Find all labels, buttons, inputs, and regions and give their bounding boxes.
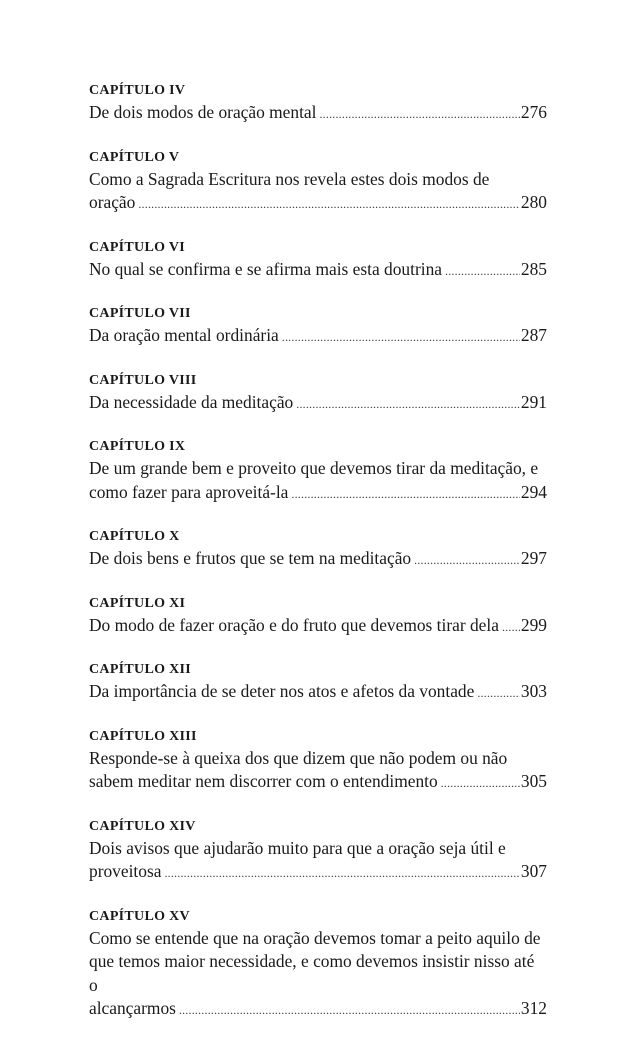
chapter-heading: CAPÍTULO XI bbox=[89, 595, 186, 611]
chapter-title-last-line: como fazer para aproveitá-la bbox=[89, 481, 289, 502]
chapter-title-row bbox=[89, 258, 547, 284]
chapter-title-row bbox=[89, 547, 547, 573]
chapter-heading: CAPÍTULO IV bbox=[89, 83, 186, 98]
page-number: 287 bbox=[520, 325, 547, 345]
chapter-title-row bbox=[89, 324, 547, 350]
dot-leader bbox=[291, 483, 520, 507]
chapter-title-row bbox=[89, 614, 547, 640]
page-number: 294 bbox=[520, 481, 547, 502]
chapter-heading: CAPÍTULO XII bbox=[89, 662, 192, 677]
dot-leader bbox=[138, 193, 520, 217]
chapter-title-last-line: sabem meditar nem discorrer com o entendimento bbox=[89, 771, 438, 791]
dot-leader bbox=[296, 393, 520, 417]
chapter-title-last-line: Da importância de se deter nos atos e afetos da vontade bbox=[89, 681, 475, 701]
page-number: 291 bbox=[520, 391, 547, 412]
chapter-title-line: De um grande bem e proveito que devemos tirar da meditação, e bbox=[89, 458, 539, 478]
toc-entry[interactable] bbox=[89, 660, 547, 706]
toc-entry[interactable] bbox=[89, 437, 547, 506]
chapter-heading: CAPÍTULO XIV bbox=[89, 818, 196, 834]
dot-leader bbox=[179, 999, 520, 1023]
chapter-heading: CAPÍTULO VI bbox=[89, 239, 186, 255]
chapter-title-line: Como a Sagrada Escritura nos revela estes dois modos de bbox=[89, 168, 490, 189]
chapter-heading: CAPÍTULO IX bbox=[89, 439, 186, 454]
dot-leader bbox=[164, 862, 519, 886]
chapter-heading: CAPÍTULO V bbox=[89, 149, 180, 165]
dot-leader bbox=[477, 682, 520, 706]
toc-entry[interactable] bbox=[89, 238, 547, 284]
chapter-title-row bbox=[89, 101, 547, 127]
chapter-title-row bbox=[89, 860, 547, 886]
dot-leader bbox=[445, 260, 520, 284]
dot-leader bbox=[414, 549, 520, 573]
toc-entry[interactable] bbox=[89, 817, 547, 886]
page-number: 305 bbox=[520, 771, 547, 791]
page-number: 303 bbox=[520, 681, 547, 701]
page-number: 312 bbox=[520, 998, 547, 1018]
toc-entry[interactable] bbox=[89, 304, 547, 350]
page-number: 280 bbox=[520, 192, 547, 212]
chapter-heading: CAPÍTULO VII bbox=[89, 306, 191, 321]
chapter-title-last-line: Da necessidade da meditação bbox=[89, 391, 294, 412]
dot-leader bbox=[502, 616, 520, 640]
toc-entry[interactable] bbox=[89, 594, 547, 640]
page-number: 297 bbox=[520, 548, 547, 568]
chapter-title-last-line: De dois bens e frutos que se tem na meditação bbox=[89, 548, 412, 568]
page-number: 285 bbox=[520, 258, 547, 279]
chapter-heading: CAPÍTULO VIII bbox=[89, 372, 197, 388]
toc-entry[interactable] bbox=[89, 907, 547, 1023]
chapter-heading: CAPÍTULO XV bbox=[89, 908, 190, 924]
chapter-title-last-line: alcançarmos bbox=[89, 998, 176, 1018]
toc-entry[interactable] bbox=[89, 527, 547, 573]
page-number: 299 bbox=[520, 614, 547, 635]
chapter-title-last-line: proveitosa bbox=[89, 861, 162, 881]
chapter-heading: CAPÍTULO XIII bbox=[89, 728, 197, 744]
chapter-title-line: Como se entende que na oração devemos tomar a peito aquilo de bbox=[89, 927, 541, 948]
toc-entry[interactable] bbox=[89, 727, 547, 796]
toc-entry[interactable] bbox=[89, 81, 547, 127]
toc-entry[interactable] bbox=[89, 148, 547, 217]
chapter-title-line: Dois avisos que ajudarão muito para que a oração seja útil e bbox=[89, 837, 506, 858]
page-number: 307 bbox=[520, 861, 547, 881]
dot-leader bbox=[282, 326, 520, 350]
chapter-title-last-line: De dois modos de oração mental bbox=[89, 102, 317, 122]
chapter-title-line: que temos maior necessidade, e como devemos insistir nisso até o bbox=[89, 951, 535, 995]
chapter-title-row bbox=[89, 770, 547, 796]
dot-leader bbox=[319, 103, 519, 127]
table-of-contents bbox=[89, 81, 547, 1044]
chapter-title-last-line: No qual se confirma e se afirma mais esta doutrina bbox=[89, 258, 443, 279]
chapter-title-last-line: Da oração mental ordinária bbox=[89, 325, 279, 345]
dot-leader bbox=[441, 772, 520, 796]
chapter-title-row bbox=[89, 997, 547, 1023]
chapter-title-row bbox=[89, 191, 547, 217]
chapter-heading: CAPÍTULO X bbox=[89, 529, 180, 544]
chapter-title-line: Responde-se à queixa dos que dizem que não podem ou não bbox=[89, 747, 508, 768]
chapter-title-last-line: Do modo de fazer oração e do fruto que devemos tirar dela bbox=[89, 614, 499, 635]
chapter-title-row bbox=[89, 481, 547, 507]
chapter-title-last-line: oração bbox=[89, 192, 136, 212]
chapter-title-row bbox=[89, 680, 547, 706]
toc-entry[interactable] bbox=[89, 371, 547, 417]
chapter-title-row bbox=[89, 391, 547, 417]
page-number: 276 bbox=[520, 102, 547, 122]
